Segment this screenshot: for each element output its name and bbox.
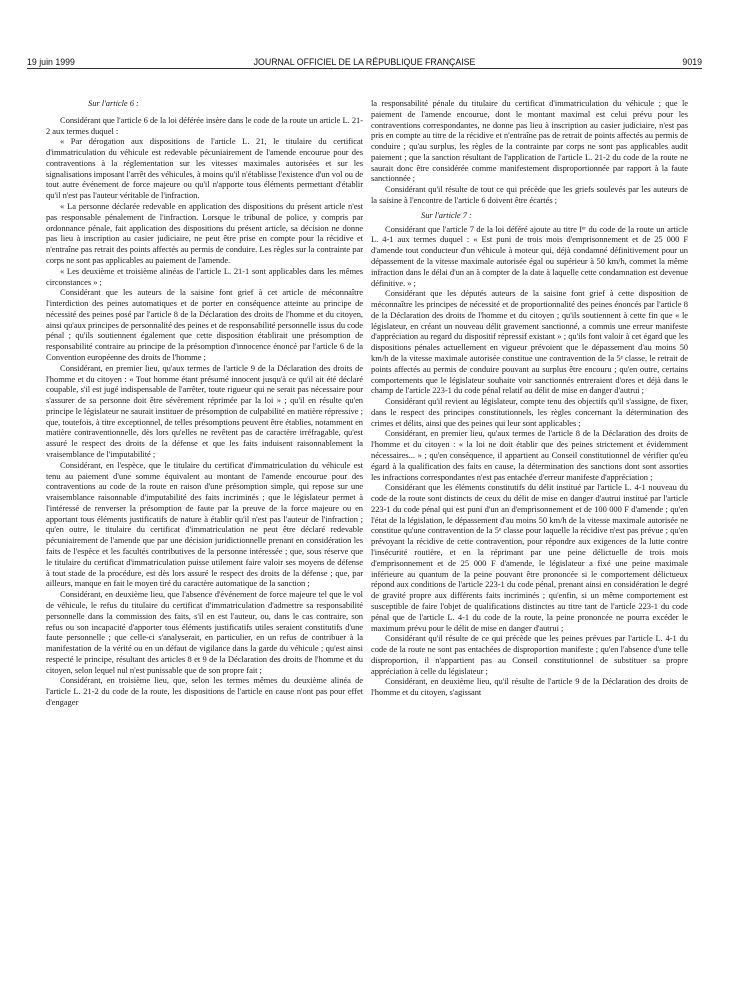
journal-title: JOURNAL OFFICIEL DE LA RÉPUBLIQUE FRANÇAISE (253, 57, 476, 67)
paragraph: Considérant qu'il résulte de ce qui précède que les peines prévues par l'article L. 4-1 du code de la route ne sont pas entachées de disproportion manifeste ; qu'en l'absence d'une telle disproportion, il n'appartient pas au Conseil constitutionnel de substituer sa propre appréciation à celle du législateur ; (371, 633, 688, 676)
paragraph: Considérant, en deuxième lieu, que l'absence d'événement de force majeure tel que le vol de véhicule, le refus du titulaire du certificat d'immatriculation d'admettre sa responsabilité personnelle dans la commission des faits, s'il en est l'auteur, ou, dans le cas contraire, son refus ou son incapacité d'apporter tous éléments justificatifs utiles seraient constitutifs d'une faute personnelle ; que celle-ci s'analyserait, en particulier, en un refus de contribuer à la manifestation de la vérité ou en un défaut de vigilance dans la garde du véhicule ; qu'est ainsi respecté le principe, résultant des articles 8 et 9 de la Déclaration des droits de l'homme et du citoyen, selon lequel nul n'est punissable que de son propre fait ; (46, 589, 363, 675)
paragraph: « Les deuxième et troisième alinéas de l'article L. 21-1 sont applicables dans les mêmes circonstances » ; (46, 265, 363, 287)
paragraph: Considérant que l'article 6 de la loi déférée insère dans le code de la route un article L. 21-2 aux termes duquel : (46, 114, 363, 136)
paragraph: Considérant que les députés auteurs de la saisine font grief à cette disposition de méconnaître les principes de nécessité et de proportionnalité des peines énoncés par l'article 8 de la Déclaration des droits de l'homme et du citoyen ; qu'ils soutiennent à cette fin que « le législateur, en créant un nouveau délit gravement sanctionné, a commis une erreur manifeste d'appréciation au regard du dispositif répressif existant » ; qu'ils font valoir à cet égard que les dispositions pénales actuellement en vigueur prévoient que le dépassement d'au moins 50 km/h de la vitesse maximale autorisée constitue une contravention de la 5ᵉ classe, le retrait de points affectés au permis de conduire pouvant au surplus être encouru ; qu'en outre, certains comportements que le législateur souhaite voir sanctionnés entreraient d'ores et déjà dans le champ de l'article 223-1 du code pénal relatif au délit de mise en danger d'autrui ; (371, 288, 688, 396)
paragraph: Considérant, en troisième lieu, que, selon les termes mêmes du deuxième alinéa de l'article L. 21-2 du code de la route, les dispositions de l'article en cause n'ont pas pour effet d'engager (46, 675, 363, 707)
paragraph: Considérant qu'il résulte de tout ce qui précède que les griefs soulevés par les auteurs de la saisine à l'encontre de l'article 6 doivent être écartés ; (371, 184, 688, 206)
issue-date: 19 juin 1999 (27, 57, 75, 67)
paragraph: Considérant que les éléments constitutifs du délit institué par l'article L. 4-1 nouveau du code de la route sont distincts de ceux du délit de mise en danger d'autrui institué par l'article 223-1 du code pénal qui est puni d'un an d'emprisonnement et de 100 000 F d'amende ; qu'en l'état de la législation, le dépassement d'au moins 50 km/h de la vitesse maximale autorisée ne constitue qu'une contravention de la 5ᵉ classe pour laquelle la récidive n'est pas prévue ; qu'en prévoyant la récidive de cette contravention, pour répondre aux exigences de la lutte contre l'insécurité routière, et en la réprimant par une peine délictuelle de trois mois d'emprisonnement et de 25 000 F d'amende, le législateur a fixé une peine maximale inférieure au quantum de la peine pouvant être prononcée si le comportement délictueux répond aux conditions de l'article 223-1 du code pénal, prenant ainsi en considération le degré de gravité propre aux différents faits incriminés ; qu'enfin, si un même comportement est susceptible de faire l'objet de qualifications distinctes au titre tant de l'article 223-1 du code pénal que de l'article L. 4-1 du code de la route, la peine prononcée ne pourra excéder le maximum prévu pour le délit de mise en danger d'autrui ; (371, 482, 688, 633)
header-rule (27, 68, 702, 69)
section-heading: Sur l'article 7 : (421, 209, 472, 220)
paragraph: Considérant, en deuxième lieu, qu'il résulte de l'article 9 de la Déclaration des droits de l'homme et du citoyen, s'agissant (371, 676, 688, 698)
right-column (371, 98, 688, 698)
paragraph: Considérant, en l'espèce, que le titulaire du certificat d'immatriculation du véhicule est tenu au paiement d'une somme équivalent au montant de l'amende encourue pour des contraventions au code de la route en raison d'une présomption simple, qui repose sur une vraisemblance raisonnable d'imputabilité des faits incriminés ; que le législateur permet à l'intéressé de renverser la présomption de faute par la preuve de la force majeure ou en apportant tous éléments justificatifs de nature à établir qu'il n'est pas l'auteur de l'infraction ; qu'en outre, le titulaire du certificat d'immatriculation ne peut être déclaré redevable pécuniairement de l'amende que par une décision juridictionnelle prenant en considération les faits de l'espèce et les facultés contributives de la personne intéressée ; que, sous réserve que le titulaire du certificat d'immatriculation puisse utilement faire valoir ses moyens de défense à tout stade de la procédure, est dès lors assuré le respect des droits de la défense ; que, par ailleurs, manque en fait le moyen tiré du caractère automatique de la sanction ; (46, 459, 363, 589)
paragraph: Considérant qu'il revient au législateur, compte tenu des objectifs qu'il s'assigne, de fixer, dans le respect des principes constitutionnels, les règles concernant la détermination des crimes et délits, ainsi que des peines qui leur sont applicables ; (371, 396, 688, 428)
paragraph: la responsabilité pénale du titulaire du certificat d'immatriculation du véhicule ; que le paiement de l'amende encourue, dont le montant maximal est celui prévu pour les contraventions correspondantes, ne donne pas lieu à inscription au casier judiciaire, n'est pas pris en compte au titre de la récidive et n'entraîne pas de retrait de points affectés au permis de conduire ; qu'au surplus, les règles de la contrainte par corps ne sont pas applicables audit paiement ; que la sanction résultant de l'application de l'article L. 21-2 du code de la route ne saurait donc être considérée comme manifestement disproportionnée par rapport à la faute sanctionnée ; (371, 98, 688, 184)
page-number: 9019 (682, 57, 702, 67)
section-heading: Sur l'article 6 : (88, 98, 139, 108)
paragraph: Considérant, en premier lieu, qu'aux termes de l'article 8 de la Déclaration des droits de l'homme et du citoyen : « la loi ne doit établir que des peines strictement et évidemment nécessaires... » ; qu'en conséquence, il appartient au Conseil constitutionnel de vérifier qu'eu égard à la qualification des faits en cause, la détermination des sanctions dont sont assorties les infractions correspondantes n'est pas entachée d'erreur manifeste d'appréciation ; (371, 428, 688, 482)
left-column (46, 98, 363, 708)
paragraph: « Par dérogation aux dispositions de l'article L. 21, le titulaire du certificat d'immatriculation du véhicule est redevable pécuniairement de l'amende encourue pour des contraventions à la réglementation sur les vitesses maximales autorisées et sur les signalisations imposant l'arrêt des véhicules, à moins qu'il n'établisse l'existence d'un vol ou de tout autre événement de force majeure ou qu'il n'apporte tous éléments permettant d'établir qu'il n'est pas l'auteur véritable de l'infraction. (46, 136, 363, 201)
paragraph: « La personne déclarée redevable en application des dispositions du présent article n'est pas responsable pénalement de l'infraction. Lorsque le tribunal de police, y compris par ordonnance pénale, fait application des dispositions du présent article, sa décision ne donne pas lieu à inscription au casier judiciaire, ne peut être prise en compte pour la récidive et n'entraîne pas retrait des points affectés au permis de conduire. Les règles sur la contrainte par corps ne sont pas applicables au paiement de l'amende. (46, 201, 363, 265)
paragraph: Considérant que l'article 7 de la loi déféré ajoute au titre Iᵉʳ du code de la route un article L. 4-1 aux termes duquel : « Est puni de trois mois d'emprisonnement et de 25 000 F d'amende tout conducteur d'un véhicule à moteur qui, déjà condamné définitivement pour un dépassement de la vitesse maximale autorisée égal ou supérieur à 50 km/h, commet la même infraction dans le délai d'un an à compter de la date à laquelle cette condamnation est devenue définitive. » ; (371, 223, 688, 288)
paragraph: Considérant que les auteurs de la saisine font grief à cet article de méconnaître l'interdiction des peines automatiques et de porter en conséquence atteinte au principe de nécessité des peines posé par l'article 8 de la Déclaration des droits de l'homme et du citoyen, ainsi qu'aux principes de personnalité des peines et de responsabilité personnelle issus du code pénal ; qu'ils soutiennent également que cette disposition établirait une présomption de responsabilité contraire au principe de la présomption d'innocence énoncé par l'article 6 de la Convention européenne des droits de l'homme ; (46, 287, 363, 362)
paragraph: Considérant, en premier lieu, qu'aux termes de l'article 9 de la Déclaration des droits de l'homme et du citoyen : « Tout homme étant présumé innocent jusqu'à ce qu'il ait été déclaré coupable, s'il est jugé indispensable de l'arrêter, toute rigueur qui ne serait pas nécessaire pour s'assurer de sa personne doit être sévèrement réprimée par la loi » ; qu'il en résulte qu'en principe le législateur ne saurait instituer de présomption de culpabilité en matière répressive ; que, toutefois, à titre exceptionnel, de telles présomptions peuvent être établies, notamment en matière contraventionnelle, dès lors qu'elles ne revêtent pas de caractère irréfragable, qu'est assuré le respect des droits de la défense et que les faits induisent raisonnablement la vraisemblance de l'imputabilité ; (46, 362, 363, 459)
